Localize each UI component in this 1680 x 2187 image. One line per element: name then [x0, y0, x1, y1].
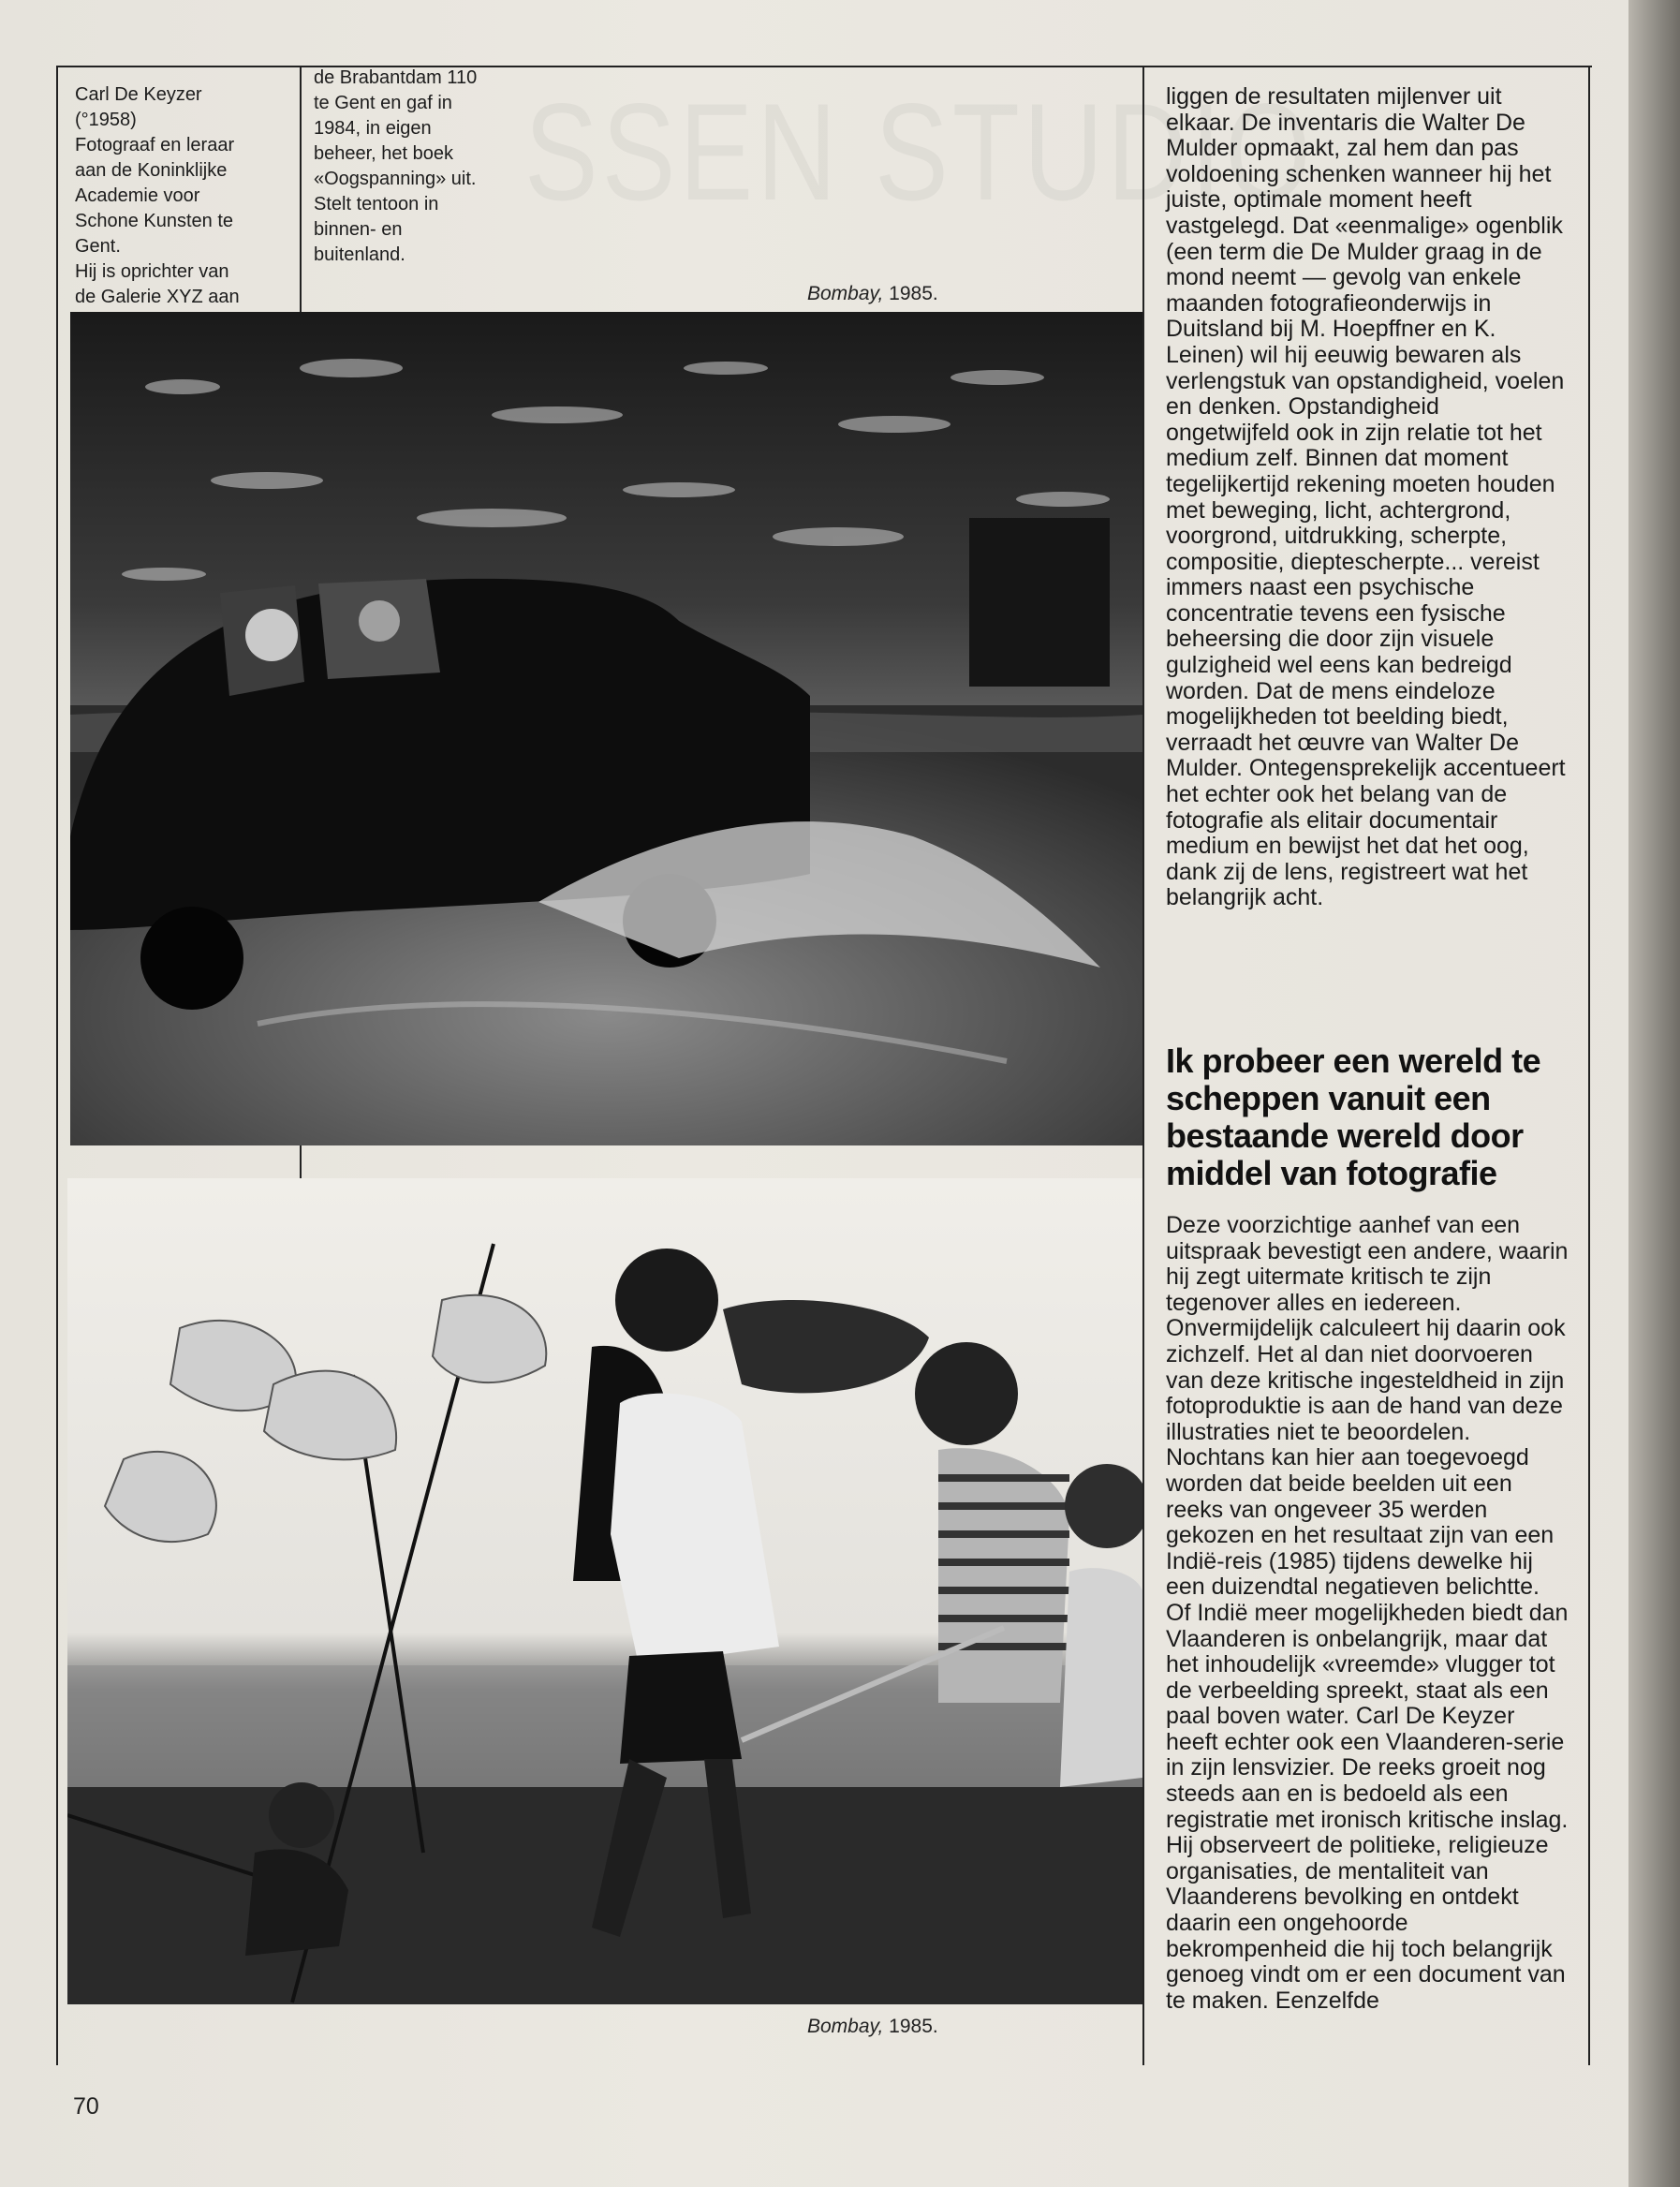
- page-edge-shadow: [1628, 0, 1680, 2187]
- sidebar-column-rule: [300, 66, 302, 313]
- bio-column-1: Carl De Keyzer (°1958) Fotograaf en leraar aan de Koninklijke Academie voor Schone Kunsten te Gent. Hij is oprichter van de Galerie XYZ aan: [75, 84, 240, 307]
- caption-year: 1985.: [889, 283, 938, 304]
- article-heading: Ik probeer een wereld te scheppen vanuit een bestaande wereld door middel van fotografie: [1166, 1042, 1541, 1192]
- photo-separator-rule: [300, 1143, 302, 1180]
- caption-year: 1985.: [889, 2016, 938, 2037]
- photo-caption-1: [807, 283, 938, 305]
- right-rule: [1588, 66, 1590, 2065]
- page-number: 70: [73, 2093, 99, 2120]
- caption-place: Bombay,: [807, 2016, 884, 2037]
- photo-car-in-flood: [70, 312, 1142, 1145]
- gutter-rule: [1142, 66, 1144, 2065]
- left-rule: [56, 66, 58, 2065]
- top-rule: [56, 66, 1592, 67]
- photo-children-on-beach: [67, 1178, 1142, 2004]
- bio-column-2: de Brabantdam 110 te Gent en gaf in 1984, in eigen beheer, het boek «Oogspanning» uit. Stelt tentoon in binnen- en buitenland.: [314, 67, 478, 265]
- caption-place: Bombay,: [807, 283, 884, 304]
- body-paragraph-1: liggen de resultaten mijlenver uit elkaar. De inventaris die Walter De Mulder opmaakt, zal hem dan pas voldoening schenken wanneer hij het juiste, optimale moment heeft vastgelegd. Dat «eenmalige» ogenblik (een term die De Mulder graag in de mond neemt — gevolg van enkele maanden fotografieonderwijs in Duitsland bij M. Hoepffner en K. Leinen) wil hij eeuwig bewaren als verlengstuk van opstandigheid, voelen en denken. Opstandigheid ongetwijfeld ook in zijn relatie tot het medium zelf. Binnen dat moment tegelijkertijd rekening moeten houden met beweging, licht, achtergrond, voorgrond, uitdrukking, scherpte, compositie, dieptescherpte... vereist immers naast een psychische concentratie tevens een fysische beheersing die door zijn visuele gulzigheid wel eens kan bedreigd worden. Dat de mens eindeloze mogelijkheden tot beelding biedt, verraadt het œuvre van Walter De Mulder. Ontegensprekelijk accentueert het echter ook het belang van de fotografie als elitair documentair medium en bewijst het dat het oog, dank zij de lens, registreert wat het belangrijk acht.: [1166, 83, 1566, 911]
- body-paragraph-2: Deze voorzichtige aanhef van een uitspraak bevestigt een andere, waarin hij zegt uitermate kritisch te zijn tegenover alles en iedereen. Onvermijdelijk calculeert hij daarin ook zichzelf. Het al dan niet doorvoeren van deze kritische ingesteldheid in zijn fotoproduktie is aan de hand van deze illustraties niet te beoordelen. Nochtans kan hier aan toegevoegd worden dat beide beelden uit een reeks van ongeveer 35 werden gekozen en het resultaat zijn van een Indië-reis (1985) tijdens dewelke hij een duizendtal negatieven belichtte. Of Indië meer mogelijkheden biedt dan Vlaanderen is onbelangrijk, maar dat het inhoudelijk «vreemde» vlugger tot de verbeelding spreekt, staat als een paal boven water. Carl De Keyzer heeft echter ook een Vlaanderen-serie in zijn lensvizier. De reeks groeit nog steeds aan en is bedoeld als een registratie met ironisch kritische inslag. Hij observeert de politieke, religieuze organisaties, de mentaliteit van Vlaanderens bevolking en ontdekt daarin een ongehoorde bekrompenheid die hij toch belangrijk genoeg vindt om er een document van te maken. Eenzelfde: [1166, 1212, 1569, 2014]
- photo-caption-2: [807, 2016, 938, 2038]
